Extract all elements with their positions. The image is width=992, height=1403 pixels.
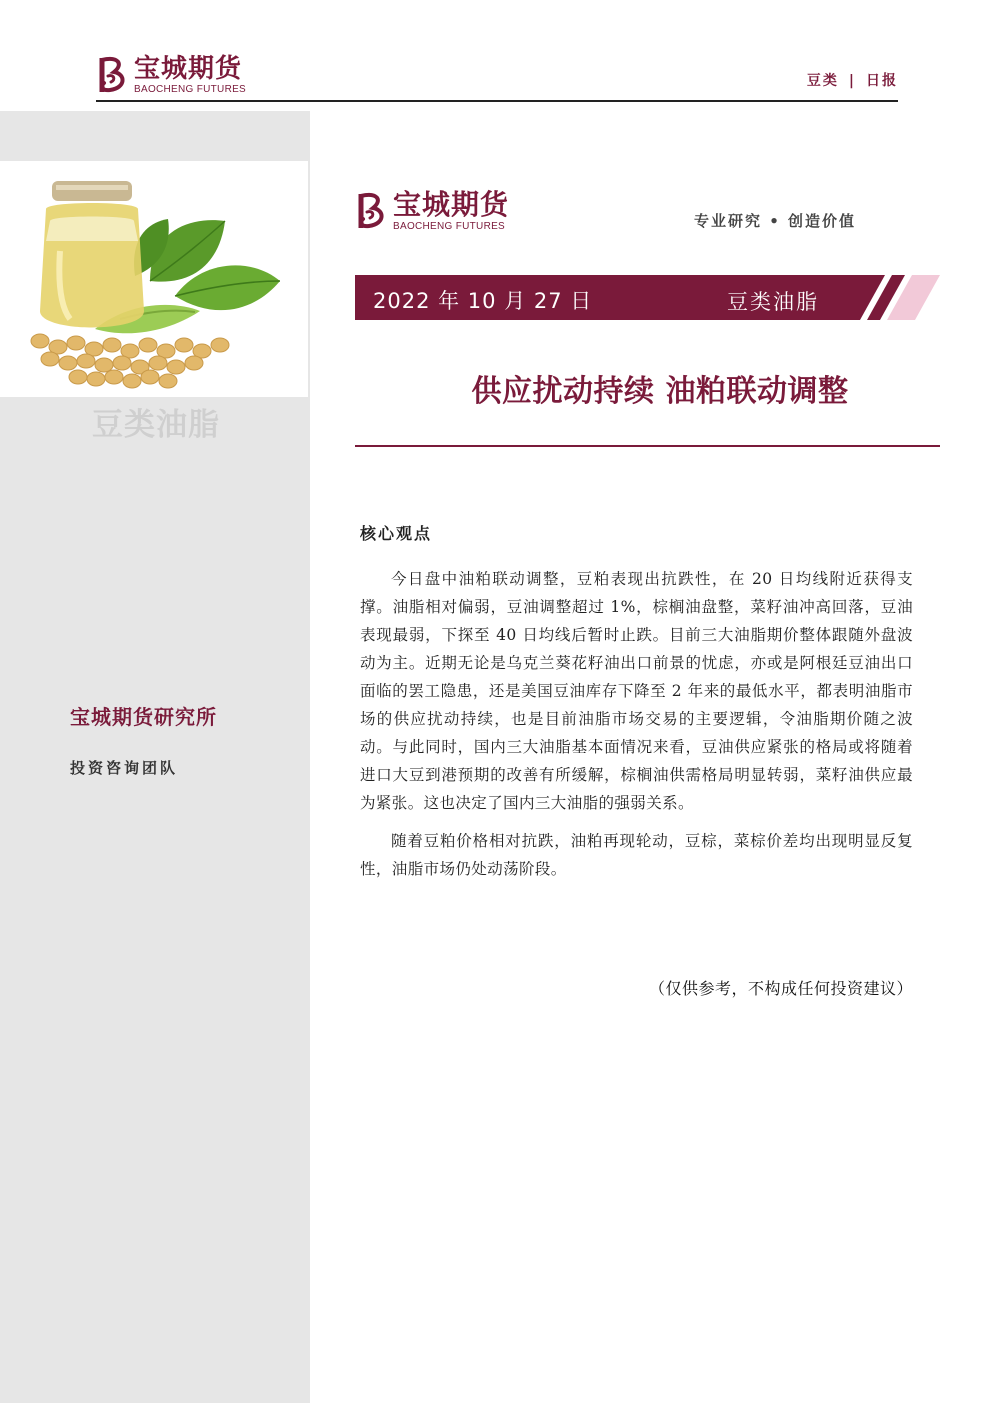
brand-name-en: BAOCHENG FUTURES: [393, 220, 506, 232]
soybean-oil-photo: [0, 161, 308, 397]
body-paragraph: 今日盘中油粕联动调整，豆粕表现出抗跌性，在 20 日均线附近获得支撑。油脂相对偏弱，豆油调整超过 1%，棕榈油盘整，菜籽油冲高回落，豆油表现最弱，下探至 40 日均线后暂时止跌。目前三大油脂期价整体跟随外盘波动为主。近期无论是乌克兰葵花籽油出口前景的忧虑，亦或是阿根廷豆油出口面临的罢工隐患，还是美国豆油库存下降至 2 年来的最低水平，都表明油脂市场的供应扰动持续，也是目前油脂市场交易的主要逻辑，令油脂期价随之波动。与此同时，国内三大油脂基本面情况来看，豆油供应紧张的格局或将随着进口大豆到港预期的改善有所缓解，棕榈油供需格局明显转弱，菜籽油供应最为紧张。这也决定了国内三大油脂的强弱关系。: [360, 570, 913, 812]
header-logo-text: [134, 53, 247, 95]
brand-name-en: BAOCHENG FUTURES: [134, 83, 247, 95]
report-body: [360, 565, 913, 893]
team-name: 投资咨询团队: [70, 759, 179, 777]
main-logo-text: [393, 187, 510, 232]
headline-divider: [355, 445, 940, 447]
header-tag-type: 日报: [866, 73, 898, 89]
date-band: [355, 275, 940, 320]
report-headline: 供应扰动持续 油粕联动调整: [471, 374, 849, 409]
header-tag-separator: |: [848, 73, 856, 89]
section-heading: 核心观点: [360, 524, 433, 543]
brand-name-cn: 宝城期货: [134, 53, 243, 84]
report-date: 2022 年 10 月 27 日: [373, 289, 593, 313]
header-divider: [96, 100, 898, 102]
brand-logo-icon: [96, 54, 130, 96]
body-paragraph: 随着豆粕价格相对抗跌，油粕再现轮动，豆棕，菜棕价差均出现明显反复性，油脂市场仍处动荡阶段。: [360, 832, 913, 878]
disclaimer: （仅供参考，不构成任何投资建议）: [648, 979, 913, 998]
research-institute-title: 宝城期货研究所: [70, 705, 217, 729]
soybean-oil-illustration-icon: [0, 161, 308, 397]
header-tags: [807, 70, 898, 90]
brand-logo-icon: [355, 190, 389, 232]
sidebar-caption: 豆类油脂: [92, 407, 220, 443]
brand-name-cn: 宝城期货: [393, 187, 510, 221]
header-tag-category: 豆类: [806, 73, 839, 89]
slogan: 专业研究 • 创造价值: [694, 212, 857, 230]
sidebar: [0, 111, 310, 1403]
main-logo: [355, 187, 510, 232]
page-header: [96, 52, 898, 102]
header-logo: [96, 54, 246, 96]
report-category: 豆类油脂: [727, 290, 819, 314]
